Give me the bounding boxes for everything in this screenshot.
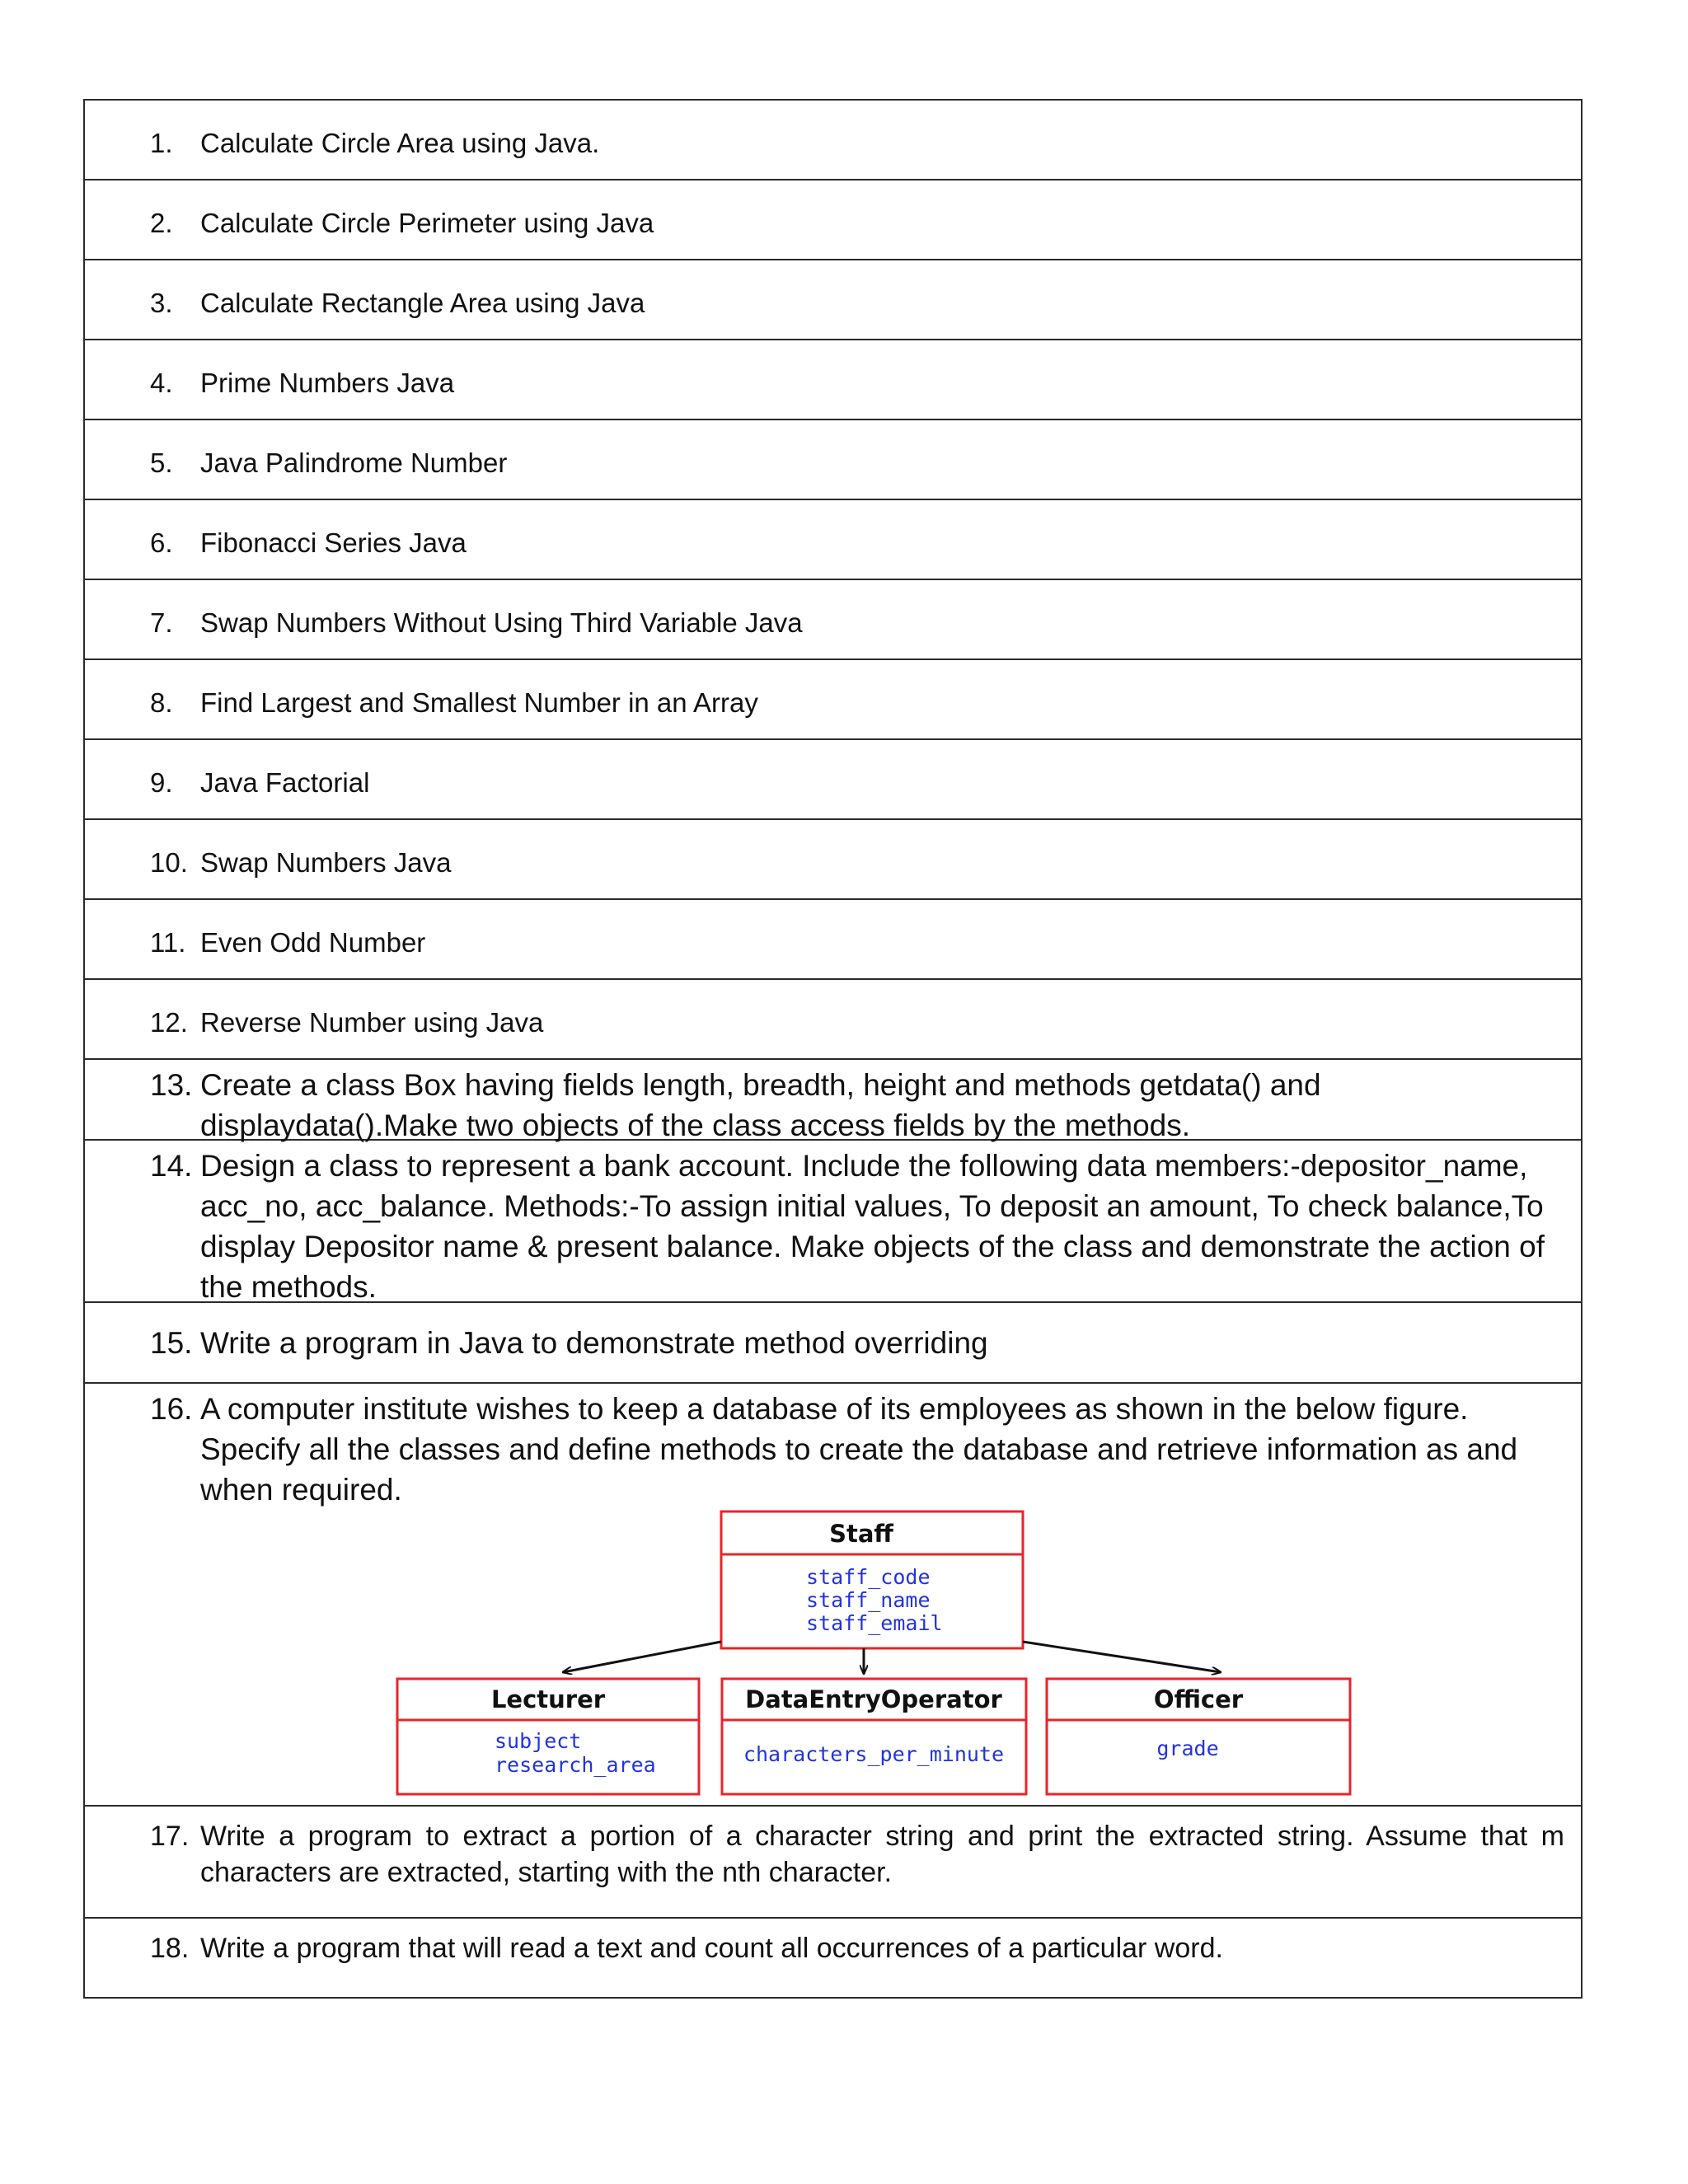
item-number: 9.: [150, 767, 173, 798]
item-number: 3.: [150, 288, 173, 318]
operator-attr: characters_per_minute: [743, 1742, 1005, 1766]
item-text: A computer institute wishes to keep a database of its employees as shown in the below figure. Specify all the classes and define methods to create the database and retrieve information as and when required.: [200, 1392, 1518, 1507]
lecturer-class-box: [397, 1679, 699, 1794]
item-text: Create a class Box having fields length, breadth, height and methods getdata() and displaydata().Make two objects of the class access fields by the methods.: [200, 1068, 1321, 1142]
item-text: Prime Numbers Java: [200, 368, 455, 398]
item-text: Reverse Number using Java: [200, 1007, 544, 1038]
list-item: [85, 1807, 1581, 1919]
item-number: 12.: [150, 1007, 188, 1038]
item-number: 17.: [150, 1821, 190, 1852]
list-item: [85, 660, 1581, 740]
item-text: Swap Numbers Java: [200, 847, 452, 878]
arrow-to-lecturer: [563, 1642, 721, 1672]
staff-attr: staff_email: [806, 1611, 943, 1635]
item-number: 5.: [150, 448, 173, 478]
item-text: Find Largest and Smallest Number in an Array: [200, 687, 758, 718]
item-text: Write a program to extract a portion of a character string and print the extracted string. Assume that m characters are extracted, starting with the nth character.: [200, 1821, 1564, 1888]
item-text: Calculate Rectangle Area using Java: [200, 288, 645, 318]
list-item: [85, 420, 1581, 500]
item-text: Design a class to represent a bank account. Include the following data members:-depositor_name, acc_no, acc_balance. Methods:-To assign initial values, To deposit an amount, To check balance,To display Depositor name & present balance. Make objects of the class and demonstrate the action of the methods.: [200, 1149, 1545, 1304]
arrow-to-officer: [1023, 1642, 1221, 1672]
list-item: [85, 180, 1581, 260]
staff-class-box: [721, 1511, 1023, 1648]
operator-class-box: [722, 1679, 1026, 1794]
list-item: [85, 820, 1581, 900]
list-item-with-diagram: [85, 1384, 1581, 1807]
list-item: [85, 740, 1581, 820]
item-number: 6.: [150, 527, 173, 558]
officer-attr: grade: [1156, 1736, 1219, 1760]
item-number: 16.: [150, 1392, 193, 1426]
list-item: [85, 580, 1581, 660]
item-text: Write a program in Java to demonstrate method overriding: [200, 1326, 988, 1360]
operator-class-title: DataEntryOperator: [745, 1685, 1002, 1713]
staff-attr: staff_name: [806, 1588, 931, 1612]
list-item: [85, 980, 1581, 1060]
item-number: 15.: [150, 1326, 193, 1360]
item-number: 4.: [150, 368, 173, 398]
item-number: 11.: [150, 927, 186, 958]
class-diagram: [85, 1384, 1581, 1805]
list-item: [85, 1141, 1581, 1303]
list-item: [85, 101, 1581, 180]
list-item: [85, 340, 1581, 420]
staff-class-title: Staff: [829, 1520, 893, 1548]
assignment-table: [83, 99, 1582, 1999]
item-number: 10.: [150, 847, 188, 878]
item-number: 14.: [150, 1149, 193, 1183]
item-number: 7.: [150, 607, 173, 638]
lecturer-attr: research_area: [495, 1753, 656, 1777]
item-text: Write a program that will read a text and count all occurrences of a particular word.: [200, 1933, 1223, 1964]
list-item: [85, 260, 1581, 340]
list-item: [85, 500, 1581, 580]
item-number: 8.: [150, 687, 173, 718]
item-text: Java Factorial: [200, 767, 370, 798]
item-text: Java Palindrome Number: [200, 448, 508, 478]
item-number: 1.: [150, 128, 173, 158]
item-number: 18.: [150, 1933, 190, 1964]
item-number: 2.: [150, 208, 173, 238]
item-number: 13.: [150, 1068, 193, 1102]
item-text: Swap Numbers Without Using Third Variable Java: [200, 607, 803, 638]
list-item: [85, 1919, 1581, 1997]
list-item: [85, 1060, 1581, 1141]
lecturer-attr: subject: [495, 1729, 582, 1753]
officer-class-title: Officer: [1153, 1685, 1244, 1713]
list-item: [85, 1303, 1581, 1384]
item-text: Calculate Circle Area using Java.: [200, 128, 600, 158]
item-text: Calculate Circle Perimeter using Java: [200, 208, 654, 238]
staff-attr: staff_code: [806, 1565, 931, 1589]
item-text: Fibonacci Series Java: [200, 527, 467, 558]
officer-class-box: [1047, 1679, 1350, 1794]
lecturer-class-title: Lecturer: [490, 1685, 606, 1713]
list-item: [85, 900, 1581, 980]
item-text: Even Odd Number: [200, 927, 426, 958]
